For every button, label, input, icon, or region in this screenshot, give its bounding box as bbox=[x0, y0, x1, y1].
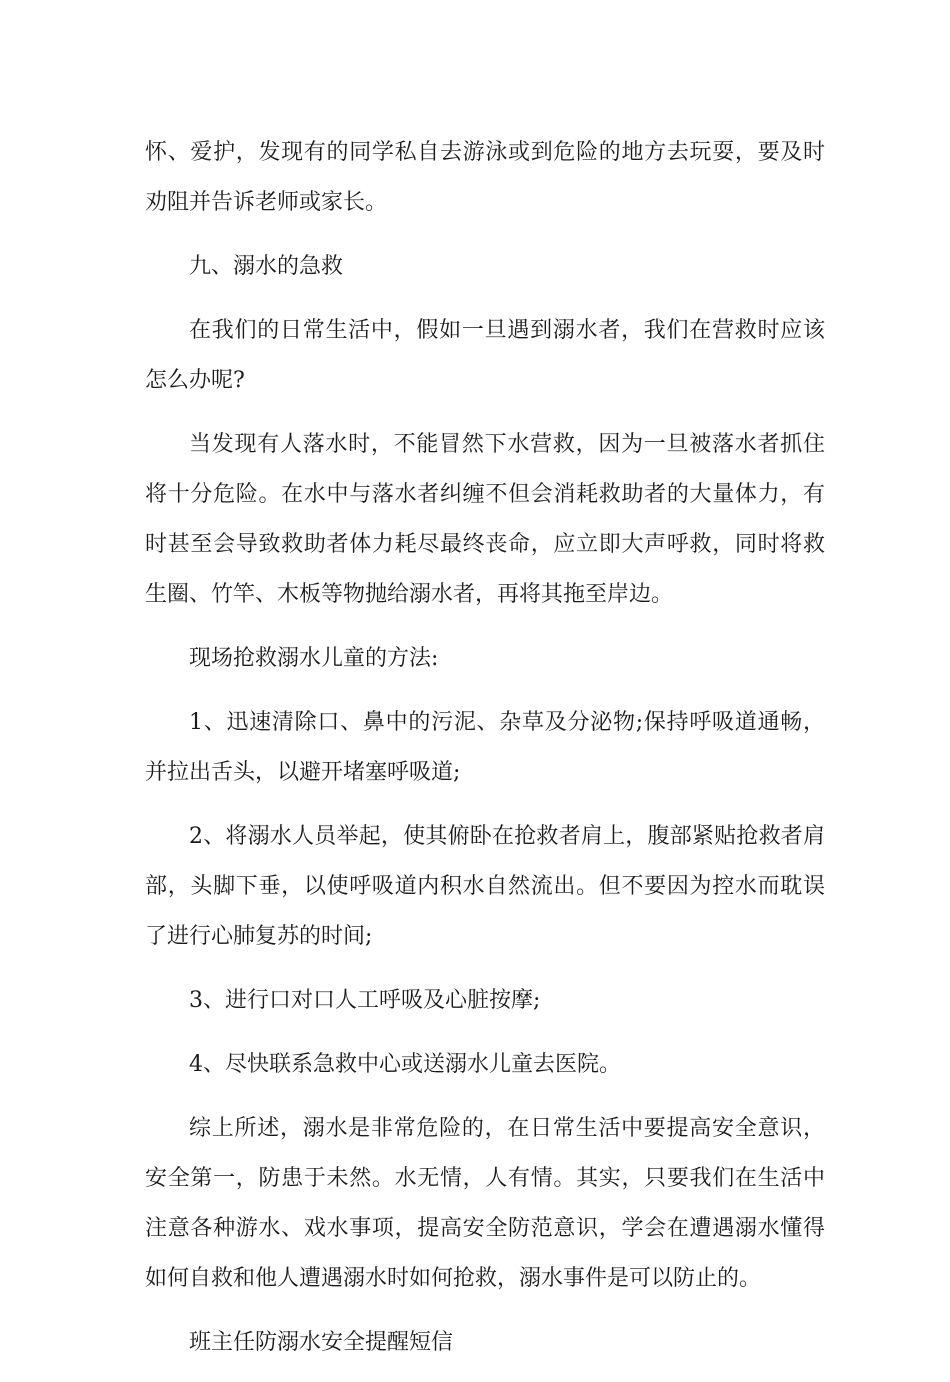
paragraph-continued: 怀、爱护，发现有的同学私自去游泳或到危险的地方去玩耍，要及时劝阻并告诉老师或家长。 bbox=[145, 140, 825, 215]
section-heading: 班主任防溺水安全提醒短信 bbox=[189, 1330, 454, 1355]
list-item: 2、将溺水人员举起，使其俯卧在抢救者肩上，腹部紧贴抢救者肩部，头脚下垂，以使呼吸道内积水自然流出。但不要因为控水而耽误了进行心肺复苏的时间; bbox=[145, 824, 825, 949]
paragraph: 综上所述，溺水是非常危险的，在日常生活中要提高安全意识，安全第一，防患于未然。水无情，人有情。其实，只要我们在生活中注意各种游水、戏水事项，提高安全防范意识，学会在遭遇溺水懂得如何自救和他人遭遇溺水时如何抢救，溺水事件是可以防止的。 bbox=[145, 1116, 825, 1291]
list-item: 3、进行口对口人工呼吸及心脏按摩; bbox=[189, 988, 541, 1013]
document-body bbox=[145, 128, 825, 1382]
list-item: 4、尽快联系急救中心或送溺水儿童去医院。 bbox=[189, 1052, 621, 1077]
paragraph: 在我们的日常生活中，假如一旦遇到溺水者，我们在营救时应该怎么办呢? bbox=[145, 318, 825, 393]
paragraph: 当发现有人落水时，不能冒然下水营救，因为一旦被落水者抓住将十分危险。在水中与落水者纠缠不但会消耗救助者的大量体力，有时甚至会导致救助者体力耗尽最终丧命，应立即大声呼救，同时将救生圈、竹竿、木板等物抛给溺水者，再将其拖至岸边。 bbox=[145, 432, 825, 607]
section-heading: 九、溺水的急救 bbox=[189, 254, 344, 279]
paragraph: 现场抢救溺水儿童的方法: bbox=[189, 646, 439, 671]
list-item: 1、迅速清除口、鼻中的污泥、杂草及分泌物;保持呼吸道通畅，并拉出舌头，以避开堵塞呼吸道; bbox=[145, 710, 825, 785]
